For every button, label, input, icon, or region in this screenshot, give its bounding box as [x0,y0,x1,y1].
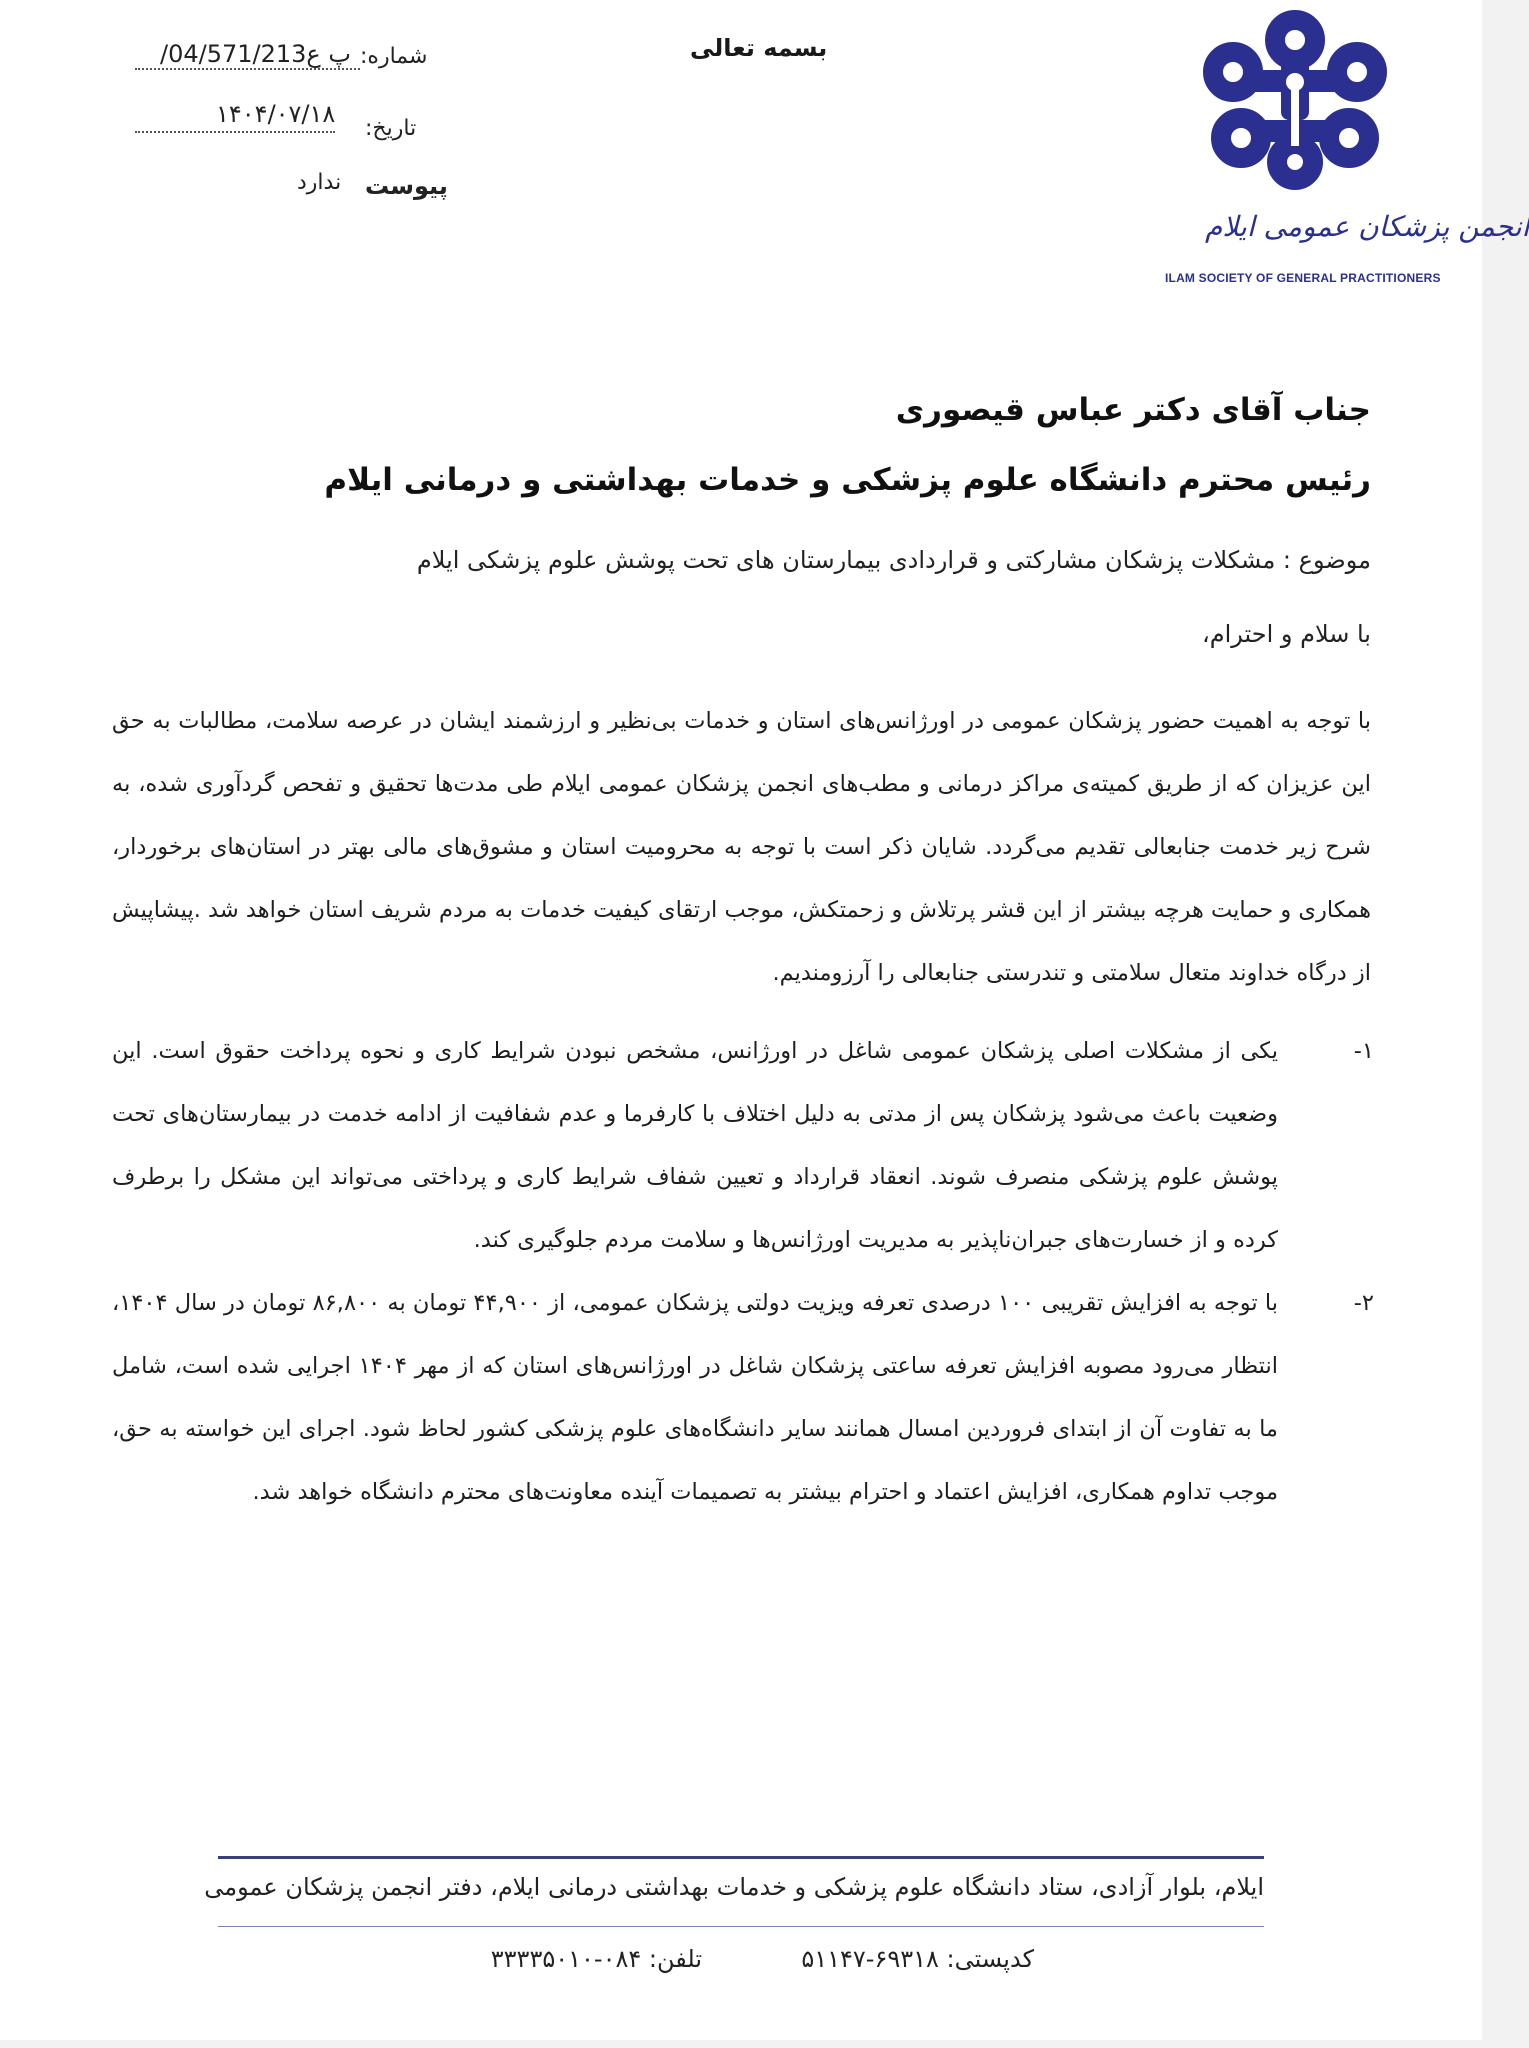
footer-phone [491,1945,702,1973]
intro-paragraph: با توجه به اهمیت حضور پزشکان عمومی در اورژانس‌های استان و خدمات بی‌نظیر و ارزشمند ایشان در عرصه سلامت، مطالبات به حق این عزیزان که از طریق کمیته‌ی مراکز درمانی و مطب‌های انجمن پزشکان عمومی ایلام طی مدت‌ها تحقیق و تفحص گردآوری شده، به شرح زیر خدمت جنابعالی تقدیم می‌گردد. شایان ذکر است با توجه به محرومیت استان و مشوق‌های مالی بهتر در استان‌های برخوردار، همکاری و حمایت هرچه بیشتر از این قشر پرتلاش و زحمتکش، موجب ارتقای کیفیت خدمات به مردم شریف استان خواهد شد .پیشاپیش از درگاه خداوند متعال سلامتی و تندرستی جنابعالی را آرزومندیم. [112,708,1371,986]
attachment-label: پیوست [365,172,448,200]
addressee-title: رئیس محترم دانشگاه علوم پزشکی و خدمات بهداشتی و درمانی ایلام [324,462,1371,498]
item-1-number: ۱- [1353,1038,1374,1064]
phone-value: ۰۸۴-۳۳۳۳۵۰۱۰ [490,1945,642,1973]
society-logo [1195,10,1395,190]
subject-line: موضوع : مشکلات پزشکان مشارکتی و قراردادی بیمارستان های تحت پوشش علوم پزشکی ایلام [416,546,1371,574]
footer-postal [801,1945,1034,1973]
number-label: شماره: [360,44,428,69]
number-dotted-line [135,68,360,70]
footer-bottom-rule [218,1926,1264,1927]
greeting-line: با سلام و احترام، [1201,620,1371,648]
item-1-text: یکی از مشکلات اصلی پزشکان عمومی شاغل در اورژانس، مشخص نبودن شرایط کاری و نحوه پرداخت حقوق است. این وضعیت باعث می‌شود پزشکان پس از مدتی به دلیل اختلاف با کارفرما و عدم شفافیت از ادامه خدمت در بیمارستان‌های تحت پوشش علوم پزشکی منصرف شوند. انعقاد قرارداد و تعیین شفاف شرایط کاری و پرداختی می‌تواند این مشکل را برطرف کرده و از خسارت‌های جبران‌ناپذیر به مدیریت اورژانس‌ها و سلامت مردم جلوگیری کند. [112,1038,1278,1253]
item-2-text: با توجه به افزایش تقریبی ۱۰۰ درصدی تعرفه ویزیت دولتی پزشکان عمومی، از ۴۴,۹۰۰ تومان به ۸۶,۸۰۰ تومان در سال ۱۴۰۴، انتظار می‌رود مصوبه افزایش تعرفه ساعتی پزشکان شاغل در اورژانس‌های استان که از مهر ۱۴۰۴ اجرایی شده است، شامل ما به تفاوت آن از ابتدای فروردین امسال همانند سایر دانشگاه‌های علوم پزشکی کشور لحاظ شود. اجرای این خواسته به حق، موجب تداوم همکاری، افزایش اعتماد و احترام بیشتر به تصمیمات آینده معاونت‌های محترم دانشگاه خواهد شد. [112,1290,1278,1505]
logo-persian-name: انجمن پزشکان عمومی ایلام [1205,210,1529,243]
logo-english-name: ILAM SOCIETY OF GENERAL PRACTITIONERS [1165,271,1441,285]
attachment-value: ندارد [297,170,342,195]
footer-address: ایلام، بلوار آزادی، ستاد دانشگاه علوم پزشکی و خدمات بهداشتی درمانی ایلام، دفتر انجمن پزشکان عمومی [204,1873,1264,1901]
footer-top-rule [218,1856,1264,1859]
date-label: تاریخ: [365,116,417,141]
postal-label: کدپستی: [946,1945,1034,1973]
date-value: ۱۴۰۴/۰۷/۱۸ [216,100,336,128]
postal-value: ۶۹۳۱۸-۵۱۱۴۷ [801,1945,939,1973]
addressee-name: جناب آقای دکتر عباس قیصوری [895,392,1371,428]
phone-label: تلفن: [648,1945,702,1973]
bismillah-heading: بسمه تعالی [690,34,828,62]
date-dotted-line [135,131,335,133]
item-2-number: ۲- [1353,1290,1374,1316]
society-logo-emblem-icon [1195,10,1395,190]
number-value: /04/571/213پ ع [160,40,351,68]
